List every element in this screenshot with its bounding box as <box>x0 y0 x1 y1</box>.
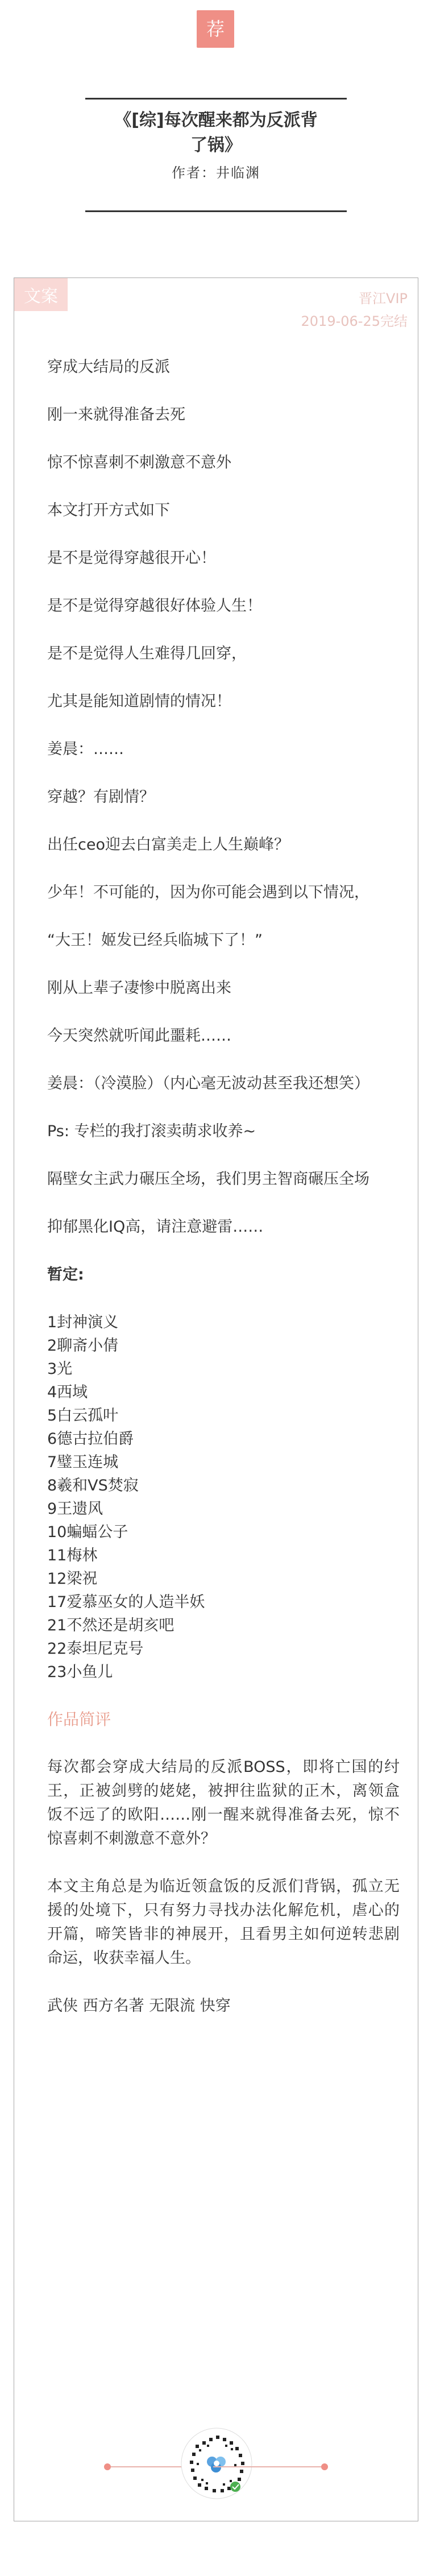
title-top-rule <box>85 98 347 100</box>
tentative-label: 暂定: <box>47 1266 84 1283</box>
intro-line: 刚从上辈子凄惨中脱离出来 <box>47 979 231 997</box>
intro-line: 是不是觉得穿越很好体验人生！ <box>47 597 262 615</box>
intro-line: 刚一来就得准备去死 <box>47 406 185 424</box>
book-title-line2: 了锅》 <box>190 135 242 155</box>
intro-line: 出任ceo迎去白富美走上人生巅峰？ <box>47 836 289 854</box>
intro-line: Ps: 专栏的我打滚卖萌求收养~ <box>47 1123 256 1140</box>
list-item: 9王遗风 <box>47 1500 103 1518</box>
intro-line: 是不是觉得人生难得几回穿， <box>47 645 247 662</box>
list-item: 11梅林 <box>47 1547 98 1564</box>
qr-code-icon[interactable] <box>181 2428 252 2499</box>
intro-line: 姜晨：（冷漠脸）（内心毫无波动甚至我还想笑） <box>47 1075 369 1092</box>
intro-line: 是不是觉得穿越很开心！ <box>47 549 216 567</box>
intro-line: 惊不惊喜刺不刺激意不意外 <box>47 454 231 471</box>
review-heading: 作品简评 <box>47 1710 111 1729</box>
list-item: 12梁祝 <box>47 1570 98 1588</box>
list-item: 23小鱼儿 <box>47 1663 113 1681</box>
intro-line: 今天突然就听闻此噩耗…… <box>47 1027 231 1045</box>
source-site: 晋江VIP <box>359 291 408 307</box>
list-item: 2聊斋小倩 <box>47 1337 119 1355</box>
list-item: 5白云孤叶 <box>47 1407 119 1424</box>
intro-line: 穿越？有剧情？ <box>47 788 155 806</box>
title-bottom-rule <box>85 210 347 212</box>
list-item: 4西域 <box>47 1384 88 1401</box>
review-paragraph: 每次都会穿成大结局的反派BOSS，即将亡国的纣王，正被剑劈的姥姥，被押往监狱的正木，离领盒饭不远了的欧阳……刚一醒来就得准备去死，惊不惊喜刺不刺激意不意外？ <box>47 1758 400 1848</box>
intro-line: 尤其是能知道剧情的情况！ <box>47 693 231 710</box>
author-line: 作者：井临渊 <box>172 165 260 181</box>
source-info <box>301 287 408 333</box>
recommend-badge-label: 荐 <box>206 18 225 40</box>
intro-line: 抑郁黑化IQ高，请注意避雷…… <box>47 1218 264 1236</box>
recommend-badge <box>197 10 234 48</box>
list-item: 22泰坦尼克号 <box>47 1640 144 1658</box>
list-item: 7璧玉连城 <box>47 1453 119 1471</box>
title-block <box>85 108 347 185</box>
synopsis-card <box>14 278 418 2521</box>
synopsis-tag-label: 文案 <box>24 287 58 307</box>
synopsis-body <box>47 355 400 2042</box>
ornament-dot-icon <box>321 2463 328 2470</box>
list-item: 17爱慕巫女的人造半妖 <box>47 1593 205 1611</box>
ornament-dot-icon <box>104 2463 111 2470</box>
tentative-list <box>47 1311 400 1684</box>
intro-line: 姜晨：…… <box>47 740 124 758</box>
list-item: 6德古拉伯爵 <box>47 1430 134 1448</box>
synopsis-tag <box>14 278 68 311</box>
list-item: 10蝙蝠公子 <box>47 1523 128 1541</box>
genre-tags: 武侠 西方名著 无限流 快穿 <box>47 1997 231 2015</box>
source-date: 2019-06-25完结 <box>301 313 408 329</box>
footer-ornament <box>14 2428 418 2507</box>
list-item: 21不然还是胡亥吧 <box>47 1617 175 1634</box>
intro-line: “大王！姬发已经兵临城下了！” <box>47 931 263 949</box>
intro-line: 隔壁女主武力碾压全场，我们男主智商碾压全场 <box>47 1170 369 1188</box>
list-item: 3光 <box>47 1360 73 1378</box>
list-item: 8羲和VS焚寂 <box>47 1477 139 1494</box>
review-paragraph: 本文主角总是为临近领盒饭的反派们背锅，孤立无援的处境下，只有努力寻找办法化解危机，虐心的开篇，啼笑皆非的神展开，且看男主如何逆转悲剧命运，收获幸福人生。 <box>47 1878 400 1967</box>
intro-line: 本文打开方式如下 <box>47 502 170 519</box>
ornament-line <box>213 2466 321 2467</box>
book-title-line1: 《[综]每次醒来都为反派背 <box>114 110 318 130</box>
list-item: 1封神演义 <box>47 1314 119 1331</box>
intro-line: 穿成大结局的反派 <box>47 358 170 376</box>
intro-line: 少年！不可能的，因为你可能会遇到以下情况， <box>47 884 369 901</box>
